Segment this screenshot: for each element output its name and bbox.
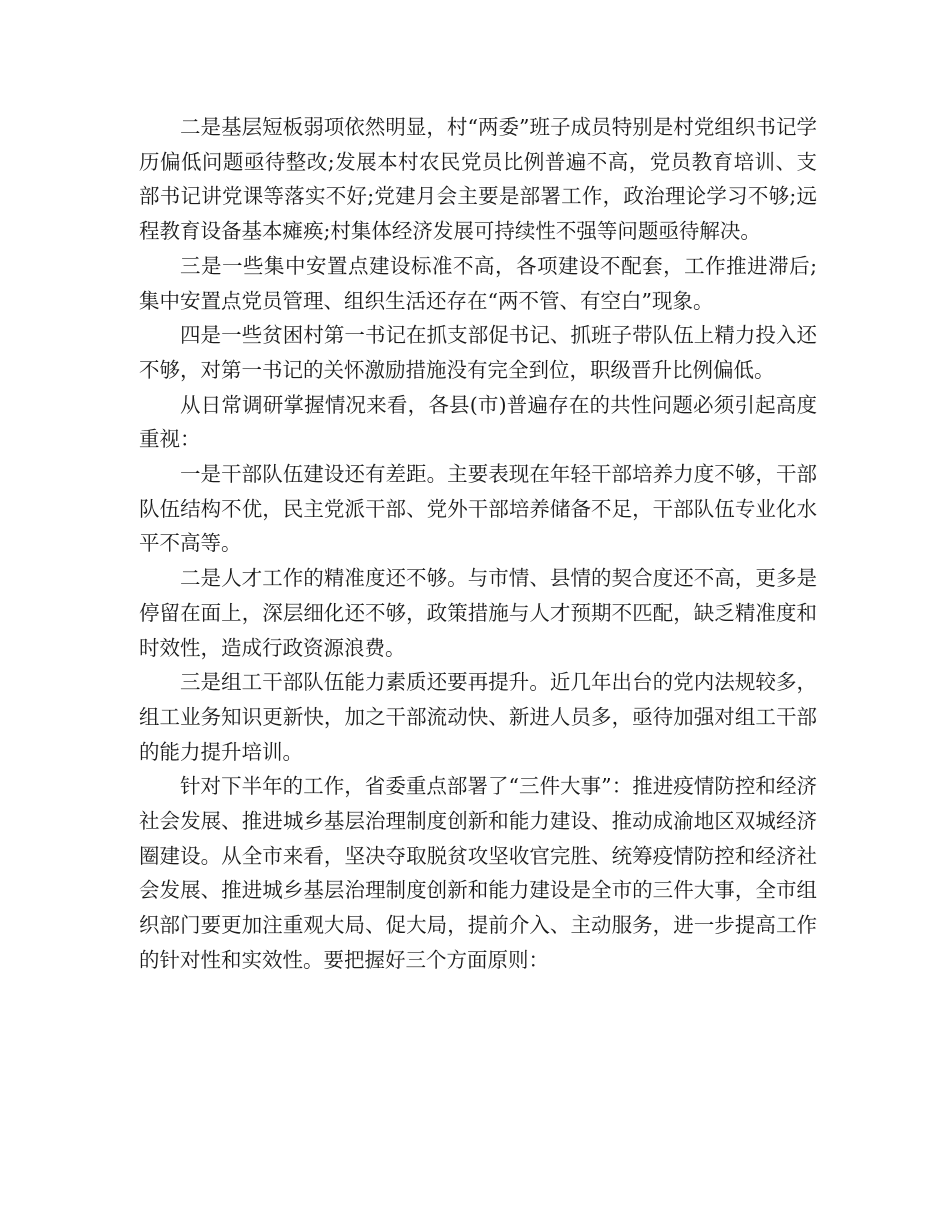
paragraph-first-secretary: 四是一些贫困村第一书记在抓支部促书记、抓班子带队伍上精力投入还不够，对第一书记的关怀激励措施没有完全到位，职级晋升比例偏低。 [139, 323, 817, 382]
paragraph-talent-work: 二是人才工作的精准度还不够。与市情、县情的契合度还不高，更多是停留在面上，深层细化还不够，政策措施与人才预期不匹配，缺乏精准度和时效性，造成行政资源浪费。 [139, 566, 817, 660]
paragraph-organization-staff: 三是组工干部队伍能力素质还要再提升。近几年出台的党内法规较多，组工业务知识更新快，加之干部流动快、新进人员多，亟待加强对组工干部的能力提升培训。 [139, 670, 817, 764]
paragraph-resettlement-sites: 三是一些集中安置点建设标准不高，各项建设不配套，工作推进滞后;集中安置点党员管理、组织生活还存在“两不管、有空白”现象。 [139, 253, 817, 313]
paragraph-grassroots-weakness: 二是基层短板弱项依然明显，村“两委”班子成员特别是村党组织书记学历偏低问题亟待整改;发展本村农民党员比例普遍不高，党员教育培训、支部书记讲党课等落实不好;党建月会主要是部署工作，政治理论学习不够;远程教育设备基本瘫痪;村集体经济发展可持续性不强等问题亟待解决。 [139, 115, 817, 244]
paragraph-cadre-team: 一是干部队伍建设还有差距。主要表现在年轻干部培养力度不够，干部队伍结构不优，民主党派干部、党外干部培养储备不足，干部队伍专业化水平不高等。 [139, 462, 817, 556]
document-body [139, 110, 817, 978]
paragraph-second-half-work: 针对下半年的工作，省委重点部署了“三件大事”：推进疫情防控和经济社会发展、推进城乡基层治理制度创新和能力建设、推动成渝地区双城经济圈建设。从全市来看，坚决夺取脱贫攻坚收官完胜、统筹疫情防控和经济社会发展、推进城乡基层治理制度创新和能力建设是全市的三件大事，全市组织部门要更加注重观大局、促大局，提前介入、主动服务，进一步提高工作的针对性和实效性。要把握好三个方面原则： [139, 774, 817, 972]
paragraph-common-issues-intro: 从日常调研掌握情况来看，各县(市)普遍存在的共性问题必须引起高度重视： [139, 392, 817, 452]
